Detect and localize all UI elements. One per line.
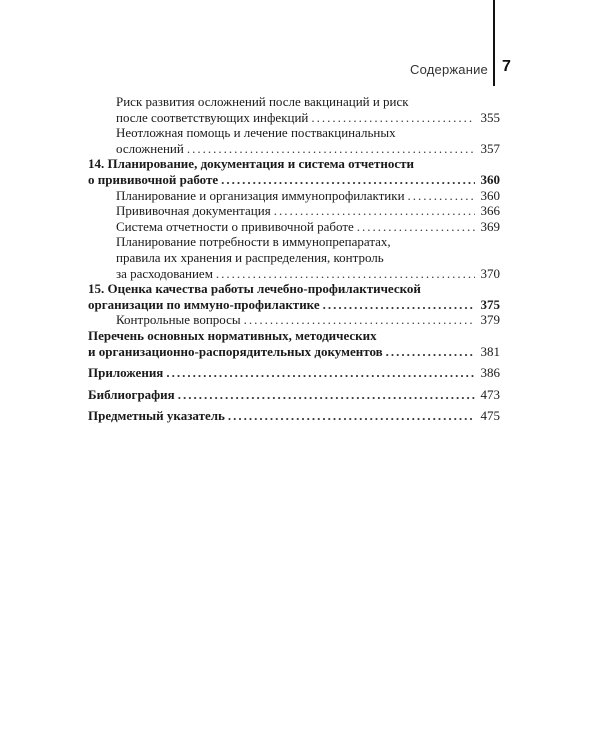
- leader-dots: [244, 312, 475, 328]
- toc-page-number: 381: [480, 343, 500, 359]
- toc-page-number: 366: [480, 203, 500, 219]
- leader-dots: [166, 365, 475, 381]
- toc-entry-text: Планирование потребности в иммунопрепаратах,: [116, 234, 391, 250]
- toc-page-number: 375: [480, 296, 500, 312]
- toc-entry-text: Риск развития осложнений после вакцинаций и риск: [116, 94, 409, 109]
- toc-chapter-text: и организационно-распорядительных документов: [88, 343, 383, 359]
- toc-section-index: [88, 408, 500, 424]
- leader-dots: [228, 408, 475, 424]
- toc-chapter-14: [88, 156, 500, 187]
- leader-dots: [323, 297, 475, 313]
- toc-entry-text: Неотложная помощь и лечение поствакцинальных: [116, 125, 396, 141]
- toc-chapter-text: 15. Оценка качества работы лечебно-профилактической: [88, 281, 421, 297]
- toc-page-number: 473: [480, 386, 500, 402]
- toc-chapter-text: Библиография: [88, 386, 175, 402]
- toc-entry-text: Прививочная документация: [116, 203, 271, 219]
- toc-entry-emergency-care: [88, 125, 500, 156]
- running-title: Содержание: [410, 62, 488, 77]
- page-number: 7: [502, 58, 511, 75]
- leader-dots: [274, 203, 475, 219]
- toc-page-number: 360: [480, 171, 500, 187]
- leader-dots: [187, 141, 475, 157]
- toc-section-appendices: [88, 365, 500, 381]
- toc-chapter-text: Приложения: [88, 365, 164, 381]
- toc-page-number: 386: [480, 365, 500, 381]
- toc-page-number: 357: [480, 140, 500, 156]
- toc-chapter-text: организации по иммуно-профилактике: [88, 296, 320, 312]
- table-of-contents: [88, 94, 500, 424]
- leader-dots: [357, 219, 475, 235]
- leader-dots: [408, 188, 475, 204]
- toc-page-number: 369: [480, 218, 500, 234]
- header-vertical-rule: [493, 0, 495, 86]
- toc-page-number: 355: [480, 109, 500, 125]
- leader-dots: [311, 110, 475, 126]
- toc-page-number: 475: [480, 408, 500, 424]
- toc-section-documents-list: [88, 328, 500, 359]
- leader-dots: [386, 344, 475, 360]
- toc-entry-complication-risk: [88, 94, 500, 125]
- toc-entry-text: Система отчетности о прививочной работе: [116, 218, 354, 234]
- toc-entry-text: осложнений: [116, 140, 184, 156]
- toc-section-bibliography: [88, 387, 500, 403]
- toc-entry-supply-planning: [88, 234, 500, 281]
- toc-page-number: 379: [480, 312, 500, 328]
- toc-page-number: 360: [480, 187, 500, 203]
- leader-dots: [221, 172, 475, 188]
- toc-entry-reporting: [88, 219, 500, 235]
- leader-dots: [178, 387, 475, 403]
- toc-entry-text: Планирование и организация иммунопрофилактики: [116, 187, 405, 203]
- toc-entry-text: правила их хранения и распределения, контроль: [116, 249, 384, 265]
- toc-entry-text: Контрольные вопросы: [116, 312, 241, 328]
- toc-chapter-text: о прививочной работе: [88, 171, 219, 187]
- toc-entry-text: после соответствующих инфекций: [116, 109, 309, 125]
- toc-chapter-text: Перечень основных нормативных, методических: [88, 327, 377, 343]
- leader-dots: [216, 266, 475, 282]
- toc-entry-text: за расходованием: [116, 265, 213, 281]
- toc-chapter-15: [88, 281, 500, 312]
- toc-chapter-text: Предметный указатель: [88, 408, 225, 424]
- toc-chapter-text: 14. Планирование, документация и система отчетности: [88, 156, 414, 172]
- toc-entry-planning: [88, 188, 500, 204]
- toc-page-number: 370: [480, 265, 500, 281]
- toc-entry-documentation: [88, 203, 500, 219]
- toc-entry-review-questions: [88, 312, 500, 328]
